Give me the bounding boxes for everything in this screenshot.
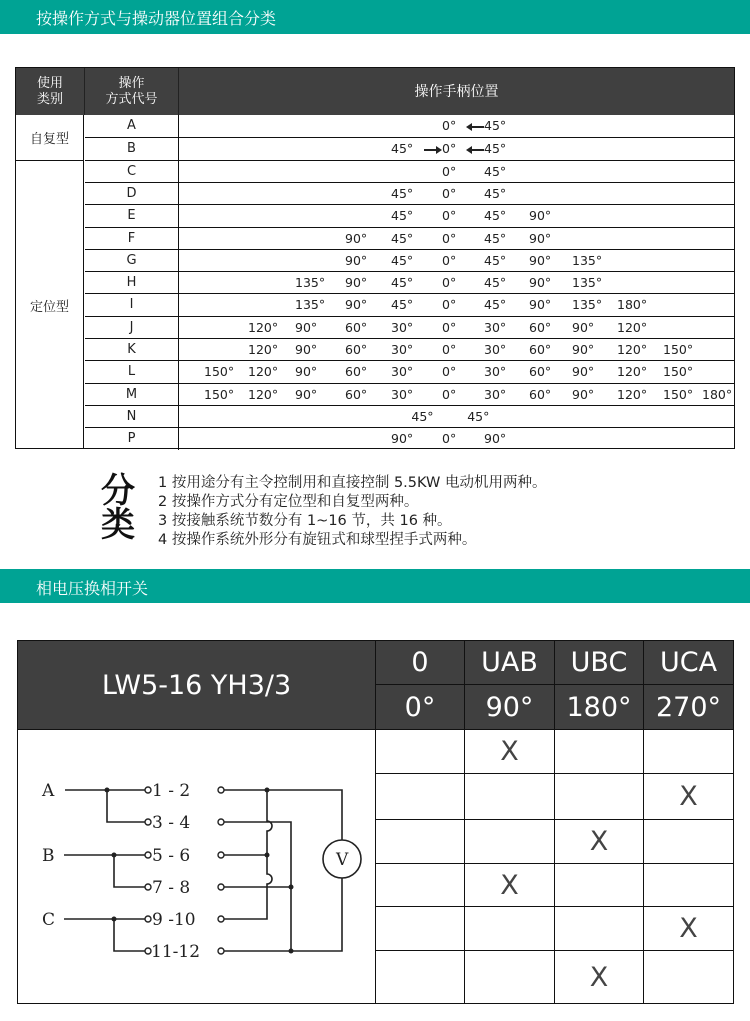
position-value: 180° — [702, 386, 733, 402]
closed-mark: X — [679, 781, 698, 812]
switch-state-cell — [375, 906, 465, 951]
terminal — [218, 884, 224, 890]
position-value: 60° — [529, 364, 552, 380]
switch-state-cell — [464, 950, 555, 1004]
wire — [107, 790, 145, 822]
position-value: 45° — [484, 185, 507, 201]
switch-state-cell — [643, 906, 734, 951]
position-value: 45° — [484, 275, 507, 291]
position-value: 45° — [484, 141, 507, 157]
position-value: 45° — [484, 163, 507, 179]
position-value: 60° — [529, 386, 552, 402]
table-row — [85, 405, 734, 427]
operation-code: F — [85, 228, 179, 250]
contact-label: 3 - 4 — [152, 813, 191, 833]
position-value: 45° — [484, 252, 507, 268]
position-value: 120° — [248, 386, 279, 402]
position-value: 45° — [391, 208, 414, 224]
position-value: 90° — [345, 230, 368, 246]
position-value: 90° — [391, 431, 414, 447]
contact-label: 5 - 6 — [152, 846, 191, 866]
terminal — [145, 884, 151, 890]
switch-state-cell — [643, 773, 734, 820]
wiring-diagram — [17, 729, 376, 1004]
switch-state-cell — [375, 729, 465, 774]
closed-mark: X — [589, 826, 609, 857]
header-text: 使用 — [36, 75, 63, 91]
position-angle-header: 90° — [464, 684, 555, 730]
terminal — [218, 787, 224, 793]
table-row — [85, 427, 734, 449]
position-value: 30° — [391, 319, 414, 335]
note-item: 1 按用途分有主令控制用和直接控制 5.5KW 电动机用两种。 — [158, 475, 547, 491]
table-row — [85, 338, 734, 360]
position-value: 120° — [617, 342, 648, 357]
position-value: 90° — [572, 364, 595, 380]
position-value: 45° — [484, 230, 507, 246]
position-value: 150° — [663, 386, 694, 402]
terminal — [218, 852, 224, 858]
junction — [112, 917, 117, 922]
operation-position-table — [15, 67, 735, 449]
position-angle-header: 0° — [375, 684, 465, 730]
switch-state-cell — [464, 863, 555, 907]
table-row — [85, 137, 734, 159]
terminal — [145, 916, 151, 922]
position-value: 135° — [295, 297, 326, 313]
section-banner-phase-voltage-switch — [0, 569, 750, 603]
operation-code: D — [85, 183, 179, 205]
voltmeter-label: V — [336, 850, 349, 870]
position-value: 0° — [442, 185, 457, 201]
position-value: 90° — [529, 275, 552, 291]
switch-state-cell — [643, 863, 734, 907]
classification-notes — [158, 474, 546, 550]
position-value: 90° — [572, 319, 595, 335]
junction — [265, 788, 270, 793]
switch-state-cell — [554, 950, 644, 1004]
switch-state-cell — [554, 729, 644, 774]
note-item: 4 按操作系统外形分有旋钮式和球型捏手式两种。 — [158, 532, 477, 548]
position-value: 45° — [391, 185, 414, 201]
position-name-header: UAB — [464, 640, 555, 685]
position-value: 0° — [442, 275, 457, 291]
position-value: 0° — [442, 342, 457, 357]
position-value: 0° — [442, 141, 457, 157]
position-value: 90° — [529, 252, 552, 268]
position-value: 150° — [204, 386, 235, 402]
position-value: 60° — [345, 342, 368, 357]
operation-code: C — [85, 161, 179, 183]
terminal — [218, 819, 224, 825]
junction — [289, 885, 294, 890]
position-value: 90° — [529, 208, 552, 224]
classification-char: 分 — [101, 471, 135, 511]
position-value: 90° — [484, 431, 507, 447]
switch-state-cell — [643, 729, 734, 774]
position-value: 90° — [572, 386, 595, 402]
position-value: 30° — [391, 386, 414, 402]
table-row — [85, 293, 734, 315]
terminal — [145, 852, 151, 858]
table-row — [85, 249, 734, 271]
wire — [114, 855, 145, 887]
position-value: 45° — [391, 252, 414, 268]
operation-code: B — [85, 138, 179, 160]
position-value: 60° — [345, 319, 368, 335]
closed-mark: X — [500, 869, 519, 901]
terminal — [145, 787, 151, 793]
position-value: 0° — [442, 163, 457, 179]
operation-code: K — [85, 339, 179, 361]
position-value: 45° — [467, 408, 490, 424]
note-item: 3 按接触系统节数分有 1~16 节，共 16 种。 — [158, 513, 452, 529]
header-text: 类别 — [36, 91, 63, 107]
operation-code: G — [85, 250, 179, 272]
table-row — [85, 182, 734, 204]
wire — [114, 919, 145, 951]
position-value: 90° — [345, 275, 368, 291]
note-item: 2 按操作方式分有定位型和自复型两种。 — [158, 494, 419, 510]
position-value: 0° — [442, 252, 457, 268]
terminal — [218, 916, 224, 922]
table-row — [85, 360, 734, 382]
position-value: 30° — [484, 364, 507, 380]
operation-code: N — [85, 406, 179, 428]
position-value: 150° — [663, 342, 694, 357]
arrow-right-icon — [421, 138, 443, 159]
switch-state-cell — [554, 906, 644, 951]
position-value: 120° — [248, 364, 279, 380]
position-value: 120° — [248, 319, 279, 335]
position-value: 45° — [484, 208, 507, 224]
closed-mark: X — [589, 961, 609, 993]
position-value: 45° — [484, 297, 507, 313]
section-title: 按操作方式与操动器位置组合分类 — [36, 9, 277, 28]
position-value: 45° — [484, 118, 507, 133]
position-value: 120° — [617, 386, 648, 402]
switch-state-cell — [464, 819, 555, 864]
position-value: 90° — [529, 297, 552, 313]
table-row — [85, 316, 734, 338]
terminal — [218, 948, 224, 954]
position-value: 45° — [391, 230, 414, 246]
position-value: 90° — [295, 386, 318, 402]
position-value: 90° — [345, 252, 368, 268]
switch-state-cell — [554, 773, 644, 820]
switch-state-cell — [554, 819, 644, 864]
contact-label: 9 -10 — [152, 910, 196, 930]
terminal — [145, 819, 151, 825]
table-row — [85, 227, 734, 249]
category-label: 定位型 — [29, 299, 69, 315]
junction — [265, 853, 270, 858]
position-value: 60° — [345, 386, 368, 402]
table-row — [85, 271, 734, 293]
position-value: 90° — [572, 342, 595, 357]
switch-state-cell — [643, 819, 734, 864]
phase-label: A — [42, 781, 55, 801]
phase-switch-table — [17, 640, 734, 1004]
position-value: 30° — [484, 319, 507, 335]
closed-mark: X — [679, 913, 698, 944]
table-row — [85, 160, 734, 182]
switch-state-cell — [643, 950, 734, 1004]
position-value: 0° — [442, 297, 457, 313]
position-value: 45° — [391, 141, 414, 157]
header-handle-position: 操作手柄位置 — [414, 83, 499, 100]
position-value: 90° — [529, 230, 552, 246]
position-value: 90° — [295, 319, 318, 335]
position-value: 135° — [295, 275, 326, 291]
position-value: 30° — [391, 342, 414, 357]
position-value: 30° — [484, 386, 507, 402]
position-value: 45° — [411, 408, 434, 424]
junction — [112, 853, 117, 858]
position-value: 150° — [204, 364, 235, 380]
operation-code: J — [85, 317, 179, 339]
position-value: 150° — [663, 364, 694, 380]
header-usage-category — [16, 68, 85, 115]
closed-mark: X — [500, 736, 519, 767]
operation-code: I — [85, 294, 179, 316]
position-value: 0° — [442, 364, 457, 380]
position-value: 120° — [617, 319, 648, 335]
position-value: 120° — [617, 364, 648, 380]
position-value: 60° — [345, 364, 368, 380]
switch-state-cell — [375, 819, 465, 864]
position-value: 0° — [442, 118, 457, 133]
position-value: 180° — [617, 297, 648, 313]
operation-code: M — [85, 384, 179, 406]
junction — [105, 788, 110, 793]
position-value: 135° — [572, 297, 603, 313]
position-name-header: 0 — [375, 640, 465, 685]
position-angle-header: 180° — [554, 684, 644, 730]
switch-state-cell — [464, 729, 555, 774]
switch-state-cell — [464, 906, 555, 951]
position-value: 30° — [391, 364, 414, 380]
position-value: 45° — [391, 275, 414, 291]
position-angle-header: 270° — [643, 684, 734, 730]
table-row — [85, 383, 734, 405]
header-text: 操作 — [118, 75, 145, 91]
contact-label: 11-12 — [151, 942, 201, 962]
category-label: 自复型 — [29, 131, 69, 147]
phase-label: B — [42, 846, 55, 866]
position-value: 60° — [529, 342, 552, 357]
switch-state-cell — [464, 773, 555, 820]
position-value: 0° — [442, 230, 457, 246]
category-cell — [16, 115, 84, 160]
position-value: 135° — [572, 252, 603, 268]
switch-state-cell — [375, 773, 465, 820]
contact-label: 7 - 8 — [152, 878, 191, 898]
position-value: 120° — [248, 342, 279, 357]
position-value: 0° — [442, 208, 457, 224]
operation-code: P — [85, 428, 179, 450]
header-text: 方式代号 — [105, 91, 158, 107]
section-banner-operation-classification — [0, 0, 750, 34]
classification-char: 类 — [101, 505, 135, 545]
position-name-header: UBC — [554, 640, 644, 685]
phase-label: C — [42, 910, 56, 930]
wire — [224, 790, 342, 840]
wire — [224, 878, 342, 951]
operation-code: L — [85, 361, 179, 383]
category-cell — [16, 160, 84, 450]
section-title: 相电压换相开关 — [36, 579, 149, 598]
switch-state-cell — [375, 863, 465, 907]
table-header — [16, 68, 734, 115]
position-value: 90° — [295, 342, 318, 357]
position-name-header: UCA — [643, 640, 734, 685]
table-row — [85, 115, 734, 137]
operation-code: A — [85, 115, 179, 137]
position-value: 60° — [529, 319, 552, 335]
operation-code: E — [85, 205, 179, 227]
switch-state-cell — [554, 863, 644, 907]
contact-label: 1 - 2 — [152, 781, 191, 801]
position-value: 30° — [484, 342, 507, 357]
junction — [289, 949, 294, 954]
position-value: 0° — [442, 386, 457, 402]
model-cell: LW5-16 YH3/3 — [17, 640, 376, 730]
position-value: 45° — [391, 297, 414, 313]
position-value: 0° — [442, 431, 457, 447]
position-value: 90° — [345, 297, 368, 313]
classification-label — [101, 471, 141, 545]
switch-state-cell — [375, 950, 465, 1004]
table-row — [85, 204, 734, 226]
position-value: 0° — [442, 319, 457, 335]
operation-code: H — [85, 272, 179, 294]
position-value: 90° — [295, 364, 318, 380]
header-operation-code — [85, 68, 179, 115]
position-value: 135° — [572, 275, 603, 291]
wiring-diagram-svg — [18, 730, 375, 1003]
